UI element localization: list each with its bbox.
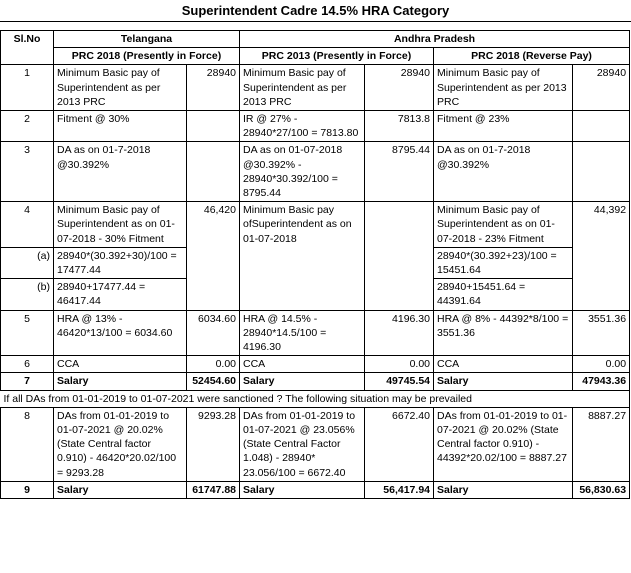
header-prc2018-force: PRC 2018 (Presently in Force) [54,48,240,65]
table-row [1,111,630,142]
telangana-value: 61747.88 [187,481,240,498]
header-telangana: Telangana [54,31,240,48]
ap2013-desc: Salary [240,373,365,390]
ap2018-desc: Minimum Basic pay of Superintendent as on 01-07-2018 - 23% Fitment [434,202,573,248]
row-sub: (b) [1,279,54,310]
header-row-state [1,31,630,48]
ap2013-value: 49745.54 [365,373,434,390]
row-sl: 8 [1,407,54,481]
table-row [1,202,630,248]
ap2013-value [365,202,434,310]
ap2018-value: 0.00 [573,356,630,373]
telangana-desc: Minimum Basic pay of Superintendent as on 01-07-2018 - 30% Fitment [54,202,187,248]
ap2018-value: 44,392 [573,202,630,310]
ap2013-desc: Minimum Basic pay ofSuperintendent as on 01-07-2018 [240,202,365,310]
ap2018-value: 28940 [573,65,630,111]
ap2018-value [573,111,630,142]
ap2013-desc: Minimum Basic pay of Superintendent as per 2013 PRC [240,65,365,111]
ap2018-value: 8887.27 [573,407,630,481]
telangana-value [187,111,240,142]
telangana-value: 9293.28 [187,407,240,481]
ap2018-desc: HRA @ 8% - 44392*8/100 = 3551.36 [434,310,573,356]
ap2018-desc: 28940+15451.64 = 44391.64 [434,279,573,310]
ap2018-desc: Salary [434,373,573,390]
telangana-desc: 28940+17477.44 = 46417.44 [54,279,187,310]
telangana-desc: Fitment @ 30% [54,111,187,142]
row-sl: 4 [1,202,54,248]
ap2013-desc: IR @ 27% - 28940*27/100 = 7813.80 [240,111,365,142]
row-sl: 3 [1,142,54,202]
ap2018-desc: 28940*(30.392+23)/100 = 15451.64 [434,247,573,278]
telangana-value: 52454.60 [187,373,240,390]
ap2013-desc: HRA @ 14.5% - 28940*14.5/100 = 4196.30 [240,310,365,356]
header-slno: Sl.No [1,31,54,65]
row-sl: 2 [1,111,54,142]
ap2013-desc: DAs from 01-01-2019 to 01-07-2021 @ 23.056% (State Central Factor 1.048) - 28940* 23.056/100 = 6672.40 [240,407,365,481]
ap2013-value: 28940 [365,65,434,111]
ap2013-desc: Salary [240,481,365,498]
telangana-value [187,142,240,202]
ap2018-desc: DAs from 01-01-2019 to 01-07-2021 @ 20.02% (State Central factor 0.910) - 44392*20.02/100 = 8887.27 [434,407,573,481]
ap2018-desc: Fitment @ 23% [434,111,573,142]
table-row [1,65,630,111]
telangana-desc: DAs from 01-01-2019 to 01-07-2021 @ 20.02% (State Central factor 0.910) - 46420*20.02/100 = 9293.28 [54,407,187,481]
row-sub: (a) [1,247,54,278]
header-row-prc [1,48,630,65]
header-andhra: Andhra Pradesh [240,31,630,48]
ap2018-desc: Minimum Basic pay of Superintendent as per 2013 PRC [434,65,573,111]
ap2018-desc: DA as on 01-7-2018 @30.392% [434,142,573,202]
row-sl: 5 [1,310,54,356]
telangana-desc: 28940*(30.392+30)/100 = 17477.44 [54,247,187,278]
ap2018-desc: Salary [434,481,573,498]
telangana-value: 28940 [187,65,240,111]
ap2013-value: 0.00 [365,356,434,373]
ap2013-value: 8795.44 [365,142,434,202]
hra-comparison-table [0,30,630,499]
note-text: If all DAs from 01-01-2019 to 01-07-2021 were sanctioned ? The following situation may be prevailed [1,390,630,407]
row-sl: 1 [1,65,54,111]
table-row [1,407,630,481]
ap2013-value: 7813.8 [365,111,434,142]
ap2018-value: 47943.36 [573,373,630,390]
telangana-value: 6034.60 [187,310,240,356]
telangana-desc: Salary [54,373,187,390]
table-row [1,142,630,202]
ap2013-desc: CCA [240,356,365,373]
ap2018-value: 3551.36 [573,310,630,356]
row-sl: 9 [1,481,54,498]
telangana-value: 0.00 [187,356,240,373]
telangana-desc: HRA @ 13% - 46420*13/100 = 6034.60 [54,310,187,356]
table-title: Superintendent Cadre 14.5% HRA Category [0,0,631,22]
table-row [1,356,630,373]
table-note-row [1,390,630,407]
telangana-desc: DA as on 01-7-2018 @30.392% [54,142,187,202]
ap2018-desc: CCA [434,356,573,373]
telangana-desc: Salary [54,481,187,498]
row-sl: 7 [1,373,54,390]
ap2013-value: 6672.40 [365,407,434,481]
header-prc2013-force: PRC 2013 (Presently in Force) [240,48,434,65]
row-sl: 6 [1,356,54,373]
ap2013-desc: DA as on 01-07-2018 @30.392% - 28940*30.392/100 = 8795.44 [240,142,365,202]
header-prc2018-reverse: PRC 2018 (Reverse Pay) [434,48,630,65]
table-row-total [1,481,630,498]
table-row-total [1,373,630,390]
ap2018-value: 56,830.63 [573,481,630,498]
table-row [1,310,630,356]
ap2013-value: 4196.30 [365,310,434,356]
telangana-value: 46,420 [187,202,240,310]
ap2013-value: 56,417.94 [365,481,434,498]
ap2018-value [573,142,630,202]
telangana-desc: Minimum Basic pay of Superintendent as per 2013 PRC [54,65,187,111]
telangana-desc: CCA [54,356,187,373]
